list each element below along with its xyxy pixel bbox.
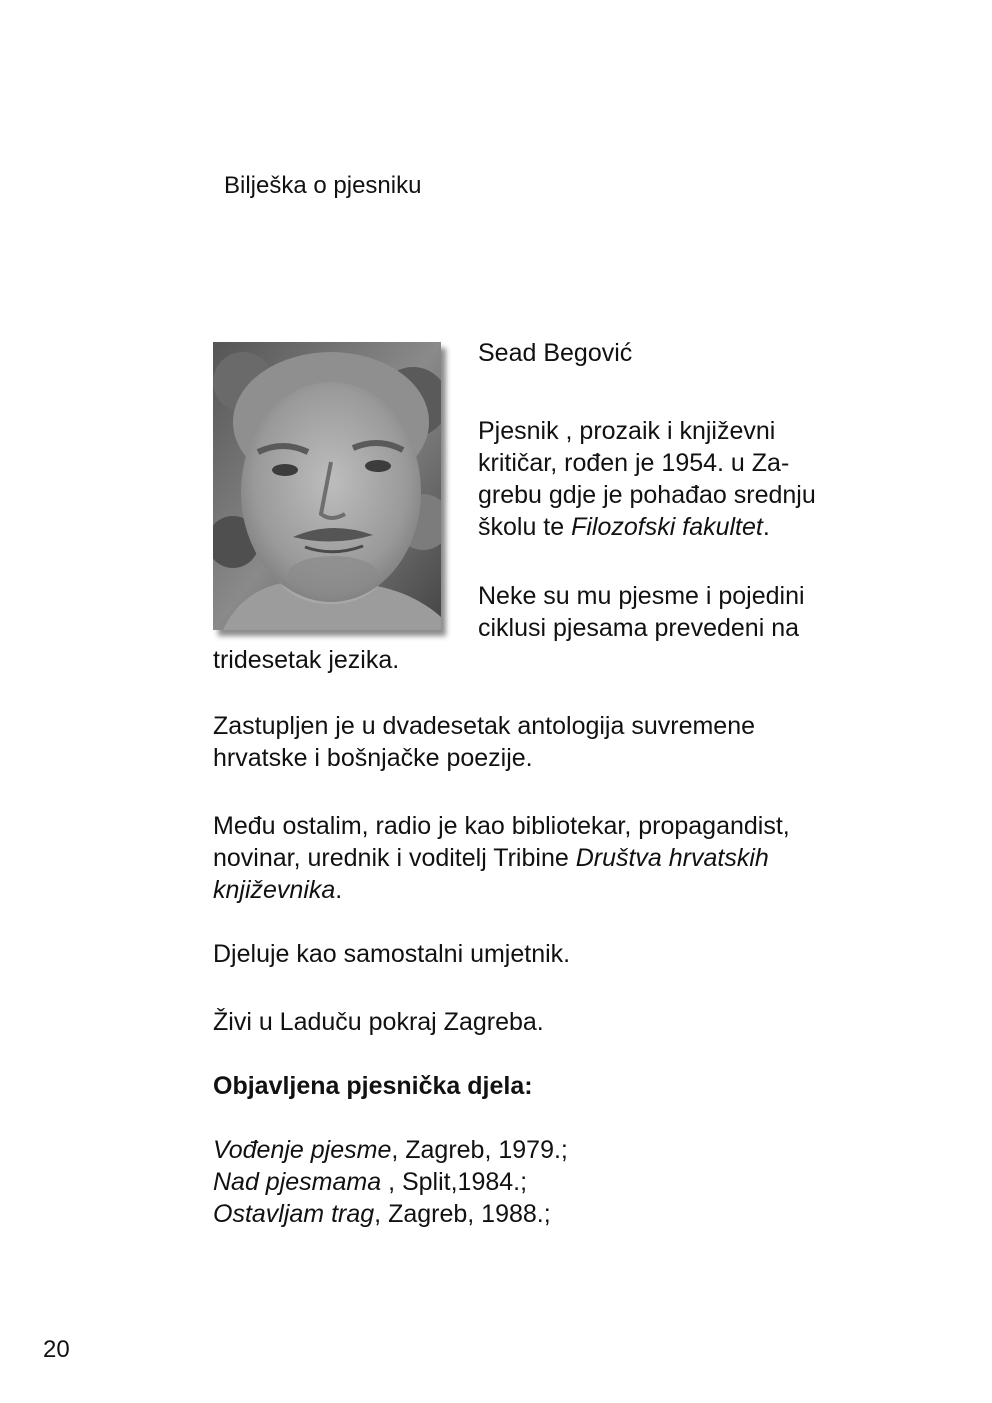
work-details: , Zagreb, 1979.; <box>391 1136 568 1164</box>
work-title: Nad pjesmama <box>213 1168 382 1196</box>
work-details: , Split,1984.; <box>381 1168 528 1196</box>
bio-line: Zastupljen je u dvadesetak antologija suvremene <box>213 712 756 740</box>
bio-line: kritičar, rođen je 1954. u Za- <box>478 449 790 477</box>
bio-paragraph-translations <box>478 580 805 644</box>
faculty-name: Filozofski fakultet <box>571 513 763 541</box>
bio-line <box>478 511 816 543</box>
bio-line: Među ostalim, radio je kao bibliotekar, propagandist, <box>213 812 790 840</box>
bio-line <box>213 842 790 874</box>
bio-line: tridesetak jezika. <box>213 646 400 674</box>
work-item <box>213 1198 568 1230</box>
bio-paragraph-residence: Živi u Laduču pokraj Zagreba. <box>213 1008 544 1036</box>
work-title: Vođenje pjesme <box>213 1136 392 1164</box>
bio-text: novinar, urednik i voditelj Tribine <box>213 844 576 872</box>
poet-name: Sead Begović <box>478 339 633 367</box>
bio-line: ciklusi pjesama prevedeni na <box>478 614 800 642</box>
bio-line <box>213 874 790 906</box>
bio-line: Pjesnik , prozaik i književni <box>478 417 776 445</box>
society-name: Društva hrvatskih <box>575 844 769 872</box>
work-item <box>213 1134 568 1166</box>
bio-text: . <box>762 513 770 541</box>
work-details: , Zagreb, 1988.; <box>374 1200 551 1228</box>
bio-line: hrvatske i bošnjačke poezije. <box>213 744 533 772</box>
works-list <box>213 1134 568 1230</box>
section-heading: Bilješka o pjesniku <box>224 172 422 199</box>
society-name: književnika <box>213 876 336 904</box>
bio-text: . <box>335 876 343 904</box>
bio-line: grebu gdje je pohađao srednju <box>478 481 816 509</box>
page-number: 20 <box>43 1336 70 1363</box>
poet-portrait-photo <box>213 342 441 630</box>
bio-paragraph-occupation: Djeluje kao samostalni umjetnik. <box>213 940 571 968</box>
bio-paragraph-birth <box>478 415 816 543</box>
bio-paragraph-career <box>213 810 790 906</box>
bio-paragraph-anthologies <box>213 710 755 774</box>
work-title: Ostavljam trag <box>213 1200 375 1228</box>
works-heading: Objavljena pjesnička djela: <box>213 1072 533 1100</box>
bio-text: školu te <box>478 513 572 541</box>
bio-line: Neke su mu pjesme i pojedini <box>478 582 805 610</box>
work-item <box>213 1166 568 1198</box>
